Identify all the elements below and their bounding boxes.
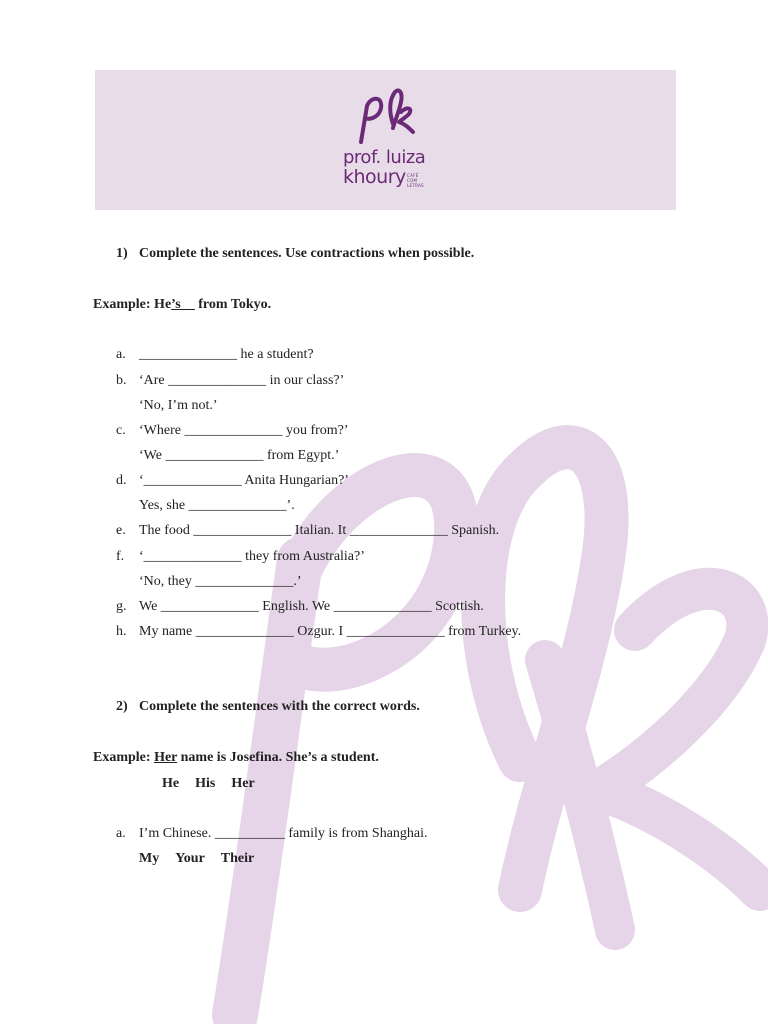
section1-number: 1) (116, 246, 128, 261)
example-options (162, 776, 271, 792)
exercise-line: ‘No, they ______________.’ (139, 574, 302, 589)
exercise-line: ‘______________ Anita Hungarian?’ (139, 473, 349, 488)
word-option: His (195, 776, 216, 791)
exercise-line: My name ______________ Ozgur. I ______________ from Turkey. (139, 624, 522, 639)
section2-instruction: Complete the sentences with the correct words. (139, 699, 420, 714)
section2-number: 2) (116, 699, 128, 714)
exercise-line: We ______________ English. We ______________ Scottish. (139, 599, 484, 614)
exercise-line: ‘Are ______________ in our class?’ (139, 373, 345, 388)
item-letter: g. (116, 599, 127, 614)
item-letter: f. (116, 549, 125, 564)
section1-instruction: Complete the sentences. Use contractions when possible. (139, 246, 475, 261)
exercise-line: I’m Chinese. __________ family is from Shanghai. (139, 826, 428, 841)
example-answer: Her (154, 750, 178, 765)
section1-heading (116, 246, 128, 262)
logo-tagline-line: LETRAS (407, 183, 424, 188)
exercise-line: ‘Where ______________ you from?’ (139, 423, 349, 438)
item-letter: a. (116, 826, 126, 841)
word-option: Their (220, 851, 255, 866)
example-suffix: from Tokyo. (194, 297, 272, 312)
logo-name-line2: khoury (343, 166, 406, 188)
section2-example (93, 750, 379, 766)
example-prefix: Example: (93, 750, 155, 765)
logo-tagline-line: CAFÉ (407, 173, 419, 178)
exercise-line: ______________ he a student? (139, 347, 314, 362)
word-options (139, 851, 270, 867)
section1-example (93, 297, 271, 313)
item-letter: e. (116, 523, 126, 538)
item-letter: c. (116, 423, 126, 438)
example-answer: ’s (171, 297, 181, 312)
item-letter: h. (116, 624, 127, 639)
item-letter: a. (116, 347, 126, 362)
word-option: Your (175, 851, 205, 866)
item-letter: b. (116, 373, 127, 388)
exercise-line: ‘We ______________ from Egypt.’ (139, 448, 340, 463)
example-gap: __ (180, 297, 195, 312)
exercise-line: ‘______________ they from Australia?’ (139, 549, 365, 564)
logo-name-line1: prof. luiza (343, 147, 426, 168)
word-option: He (162, 776, 180, 791)
exercise-line: The food ______________ Italian. It ______________ Spanish. (139, 523, 500, 538)
example-prefix: Example: He (93, 297, 172, 312)
item-letter: d. (116, 473, 127, 488)
example-suffix: name is Josefina. She’s a student. (177, 750, 379, 765)
word-option: My (139, 851, 160, 866)
word-option: Her (231, 776, 255, 791)
exercise-line: ‘No, I’m not.’ (139, 398, 218, 413)
logo-tagline-line: COM (407, 178, 418, 183)
exercise-line: Yes, she ______________’. (139, 498, 295, 513)
